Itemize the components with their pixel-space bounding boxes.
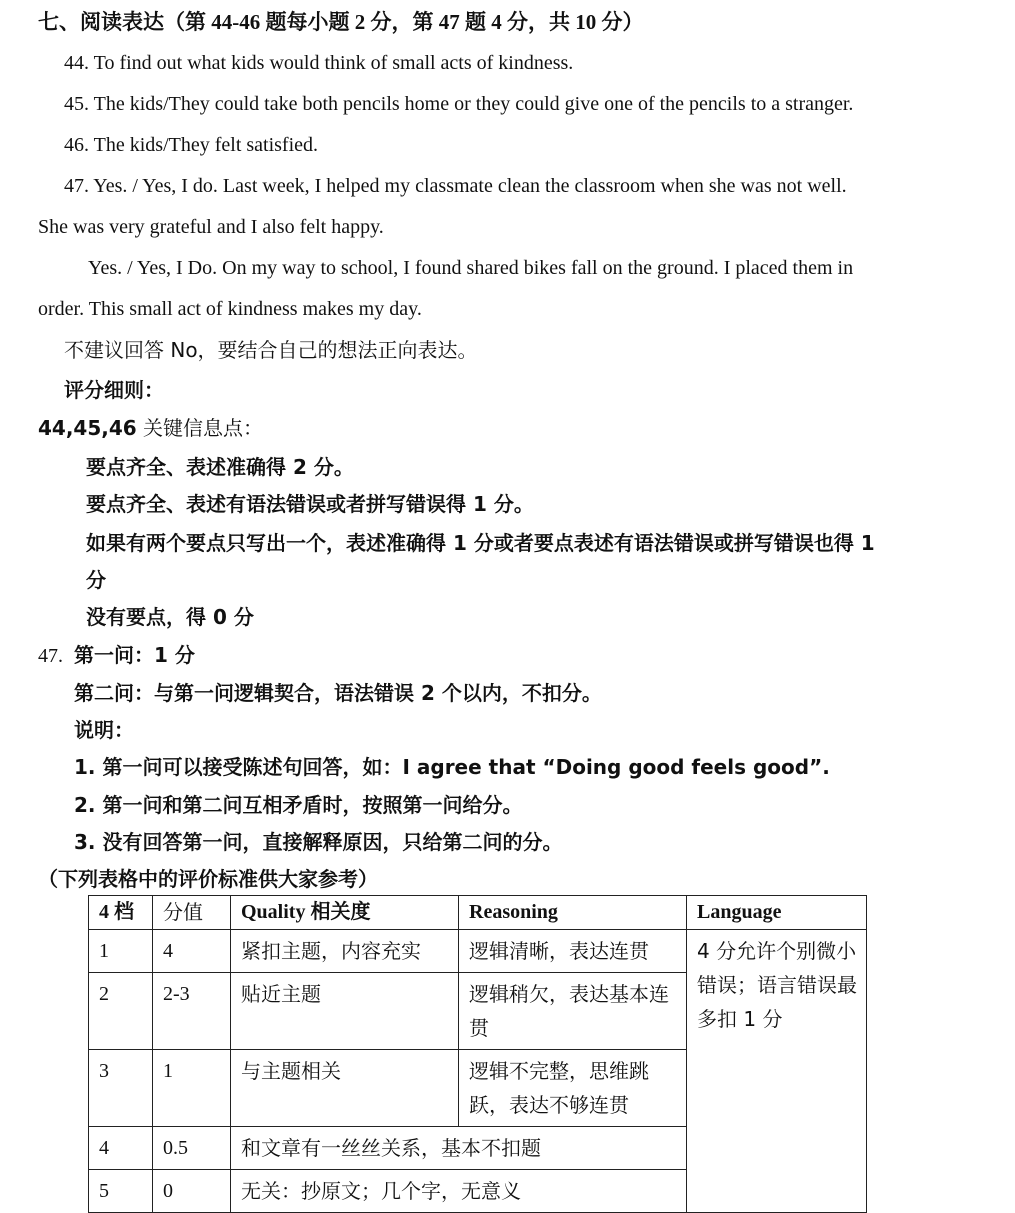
rubric-explain-2: 2. 第一问和第二问互相矛盾时，按照第一问给分。 xyxy=(74,793,523,817)
section-points-note: （第 44-46 题每小题 2 分，第 47 题 4 分，共 10 分） xyxy=(164,10,644,34)
answer-q47-line1: 47. Yes. / Yes, I do. Last week, I helped my classmate clean the classroom when she was not well. xyxy=(64,175,847,197)
header-quality: Quality 相关度 xyxy=(231,896,459,930)
rubric-rule-1: 要点齐全、表述准确得 2 分。 xyxy=(86,455,354,479)
cell-level: 3 xyxy=(89,1050,153,1127)
table-caption: （下列表格中的评价标准供大家参考） xyxy=(38,867,378,891)
rubric-rule-4: 没有要点，得 0 分 xyxy=(86,605,254,629)
rubric-group-label: 44,45,46 xyxy=(38,416,137,440)
cell-reasoning: 逻辑稍欠，表达基本连贯 xyxy=(459,973,687,1050)
cell-score: 2-3 xyxy=(153,973,231,1050)
cell-level: 2 xyxy=(89,973,153,1050)
rubric-group-label-line xyxy=(38,418,263,439)
cell-reasoning: 逻辑不完整，思维跳跃，表达不够连贯 xyxy=(459,1050,687,1127)
rubric-q47-line xyxy=(38,645,195,666)
section-title-line xyxy=(38,12,644,33)
cell-score: 0 xyxy=(153,1170,231,1213)
rubric-group-label-suffix: 关键信息点： xyxy=(136,416,264,440)
answer-q47-line2: She was very grateful and I also felt happy. xyxy=(38,216,384,238)
header-level: 4 档 xyxy=(89,896,153,930)
rubric-explain-3: 3. 没有回答第一问，直接解释原因，只给第二问的分。 xyxy=(74,830,563,854)
cell-level: 4 xyxy=(89,1127,153,1170)
header-language: Language xyxy=(687,896,867,930)
rubric-explain-1: 1. 第一问可以接受陈述句回答，如：I agree that “Doing good feels good”. xyxy=(74,755,830,779)
rubric-rule-3-line2: 分 xyxy=(86,568,106,592)
evaluation-table xyxy=(88,895,867,1213)
rubric-heading: 评分细则： xyxy=(64,378,164,402)
cell-quality-reasoning: 无关：抄原文；几个字，无意义 xyxy=(231,1170,687,1213)
answer-q44: 44. To find out what kids would think of small acts of kindness. xyxy=(64,52,574,74)
answer-q45: 45. The kids/They could take both pencils home or they could give one of the pencils to a stranger. xyxy=(64,93,854,115)
cell-quality: 与主题相关 xyxy=(231,1050,459,1127)
cell-reasoning: 逻辑清晰，表达连贯 xyxy=(459,930,687,973)
answer-q47-alt-line2: order. This small act of kindness makes my day. xyxy=(38,298,422,320)
answer-note: 不建议回答 No，要结合自己的想法正向表达。 xyxy=(64,338,478,362)
rubric-q47-second: 第二问：与第一问逻辑契合，语法错误 2 个以内，不扣分。 xyxy=(74,681,602,705)
cell-score: 4 xyxy=(153,930,231,973)
header-score: 分值 xyxy=(153,896,231,930)
answer-q47-alt-line1: Yes. / Yes, I Do. On my way to school, I found shared bikes fall on the ground. I placed them in xyxy=(88,257,854,279)
cell-score: 0.5 xyxy=(153,1127,231,1170)
rubric-rule-3-line1: 如果有两个要点只写出一个，表述准确得 1 分或者要点表述有语法错误或拼写错误也得 1 xyxy=(86,531,875,555)
cell-quality-reasoning: 和文章有一丝丝关系，基本不扣题 xyxy=(231,1127,687,1170)
cell-quality: 紧扣主题，内容充实 xyxy=(231,930,459,973)
cell-level: 1 xyxy=(89,930,153,973)
cell-level: 5 xyxy=(89,1170,153,1213)
cell-language-note: 4 分允许个别微小错误；语言错误最多扣 1 分 xyxy=(687,930,867,1213)
header-reasoning: Reasoning xyxy=(459,896,687,930)
rubric-q47-prefix: 47. xyxy=(38,645,63,667)
rubric-explain-heading: 说明： xyxy=(74,718,134,742)
table-row xyxy=(89,930,867,973)
cell-quality: 贴近主题 xyxy=(231,973,459,1050)
section-title: 七、阅读表达 xyxy=(38,10,164,34)
table-header-row xyxy=(89,896,867,930)
rubric-rule-2: 要点齐全、表述有语法错误或者拼写错误得 1 分。 xyxy=(86,492,534,516)
cell-score: 1 xyxy=(153,1050,231,1127)
answer-q46: 46. The kids/They felt satisfied. xyxy=(64,134,319,156)
rubric-q47-first: 第一问：1 分 xyxy=(74,643,195,667)
